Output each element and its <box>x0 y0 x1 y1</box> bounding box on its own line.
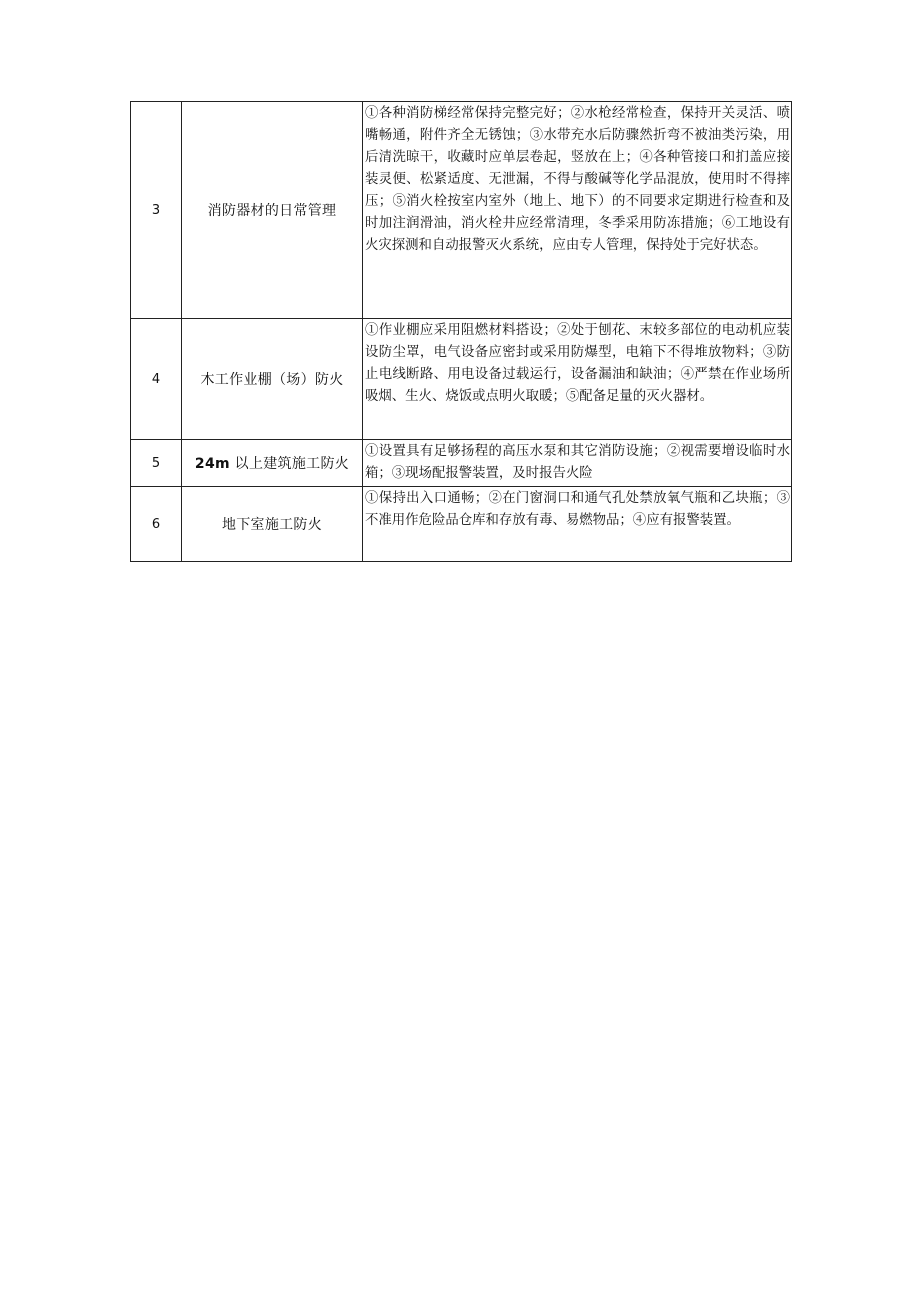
row-description <box>363 440 792 487</box>
row-description-text: ①设置具有足够扬程的高压水泵和其它消防设施；②视需要增设临时水箱；③现场配报警装置，及时报告火险 <box>365 444 790 481</box>
table-row <box>131 102 792 319</box>
row-item-height: 24m <box>194 456 230 472</box>
table-row <box>131 487 792 562</box>
row-description-text: ①保持出入口通畅；②在门窗洞口和通气孔处禁放氧气瓶和乙块瓶；③不准用作危险品仓库和存放有毒、易燃物品；④应有报警装置。 <box>365 491 790 528</box>
row-number: 4 <box>131 319 182 440</box>
row-description-text: ①各种消防梯经常保持完整完好；②水枪经常检查，保持开关灵活、喷嘴畅通，附件齐全无锈蚀；③水带充水后防骤然折弯不被油类污染，用后清洗晾干，收藏时应单层卷起，竖放在上；④各种管接口和扪盖应接装灵便、松紧适度、无泄漏，不得与酸碱等化学品混放，使用时不得摔压；⑤消火栓按室内室外（地上、地下）的不同要求定期进行检查和及时加注润滑油，消火栓井应经常清理，冬季采用防冻措施；⑥工地设有火灾探测和自动报警灭火系统，应由专人管理，保持处于完好状态。 <box>365 106 790 253</box>
fire-safety-table <box>130 101 792 562</box>
row-item: 消防器材的日常管理 <box>182 102 363 319</box>
row-item: 地下室施工防火 <box>182 487 363 562</box>
table-row <box>131 319 792 440</box>
table-row <box>131 440 792 487</box>
row-description <box>363 487 792 562</box>
row-item: 木工作业棚（场）防火 <box>182 319 363 440</box>
row-item-label: 以上建筑施工防火 <box>229 456 350 472</box>
row-number: 5 <box>131 440 182 487</box>
row-description <box>363 102 792 319</box>
row-number: 3 <box>131 102 182 319</box>
row-description <box>363 319 792 440</box>
row-number: 6 <box>131 487 182 562</box>
row-description-text: ①作业棚应采用阻燃材料搭设；②处于刨花、末较多部位的电动机应装设防尘罩，电气设备应密封或采用防爆型，电箱下不得堆放物料；③防止电线断路、用电设备过载运行，设备漏油和缺油；④严禁在作业场所吸烟、生火、烧饭或点明火取暖；⑤配备足量的灭火器材。 <box>365 323 790 404</box>
row-item <box>182 440 363 487</box>
